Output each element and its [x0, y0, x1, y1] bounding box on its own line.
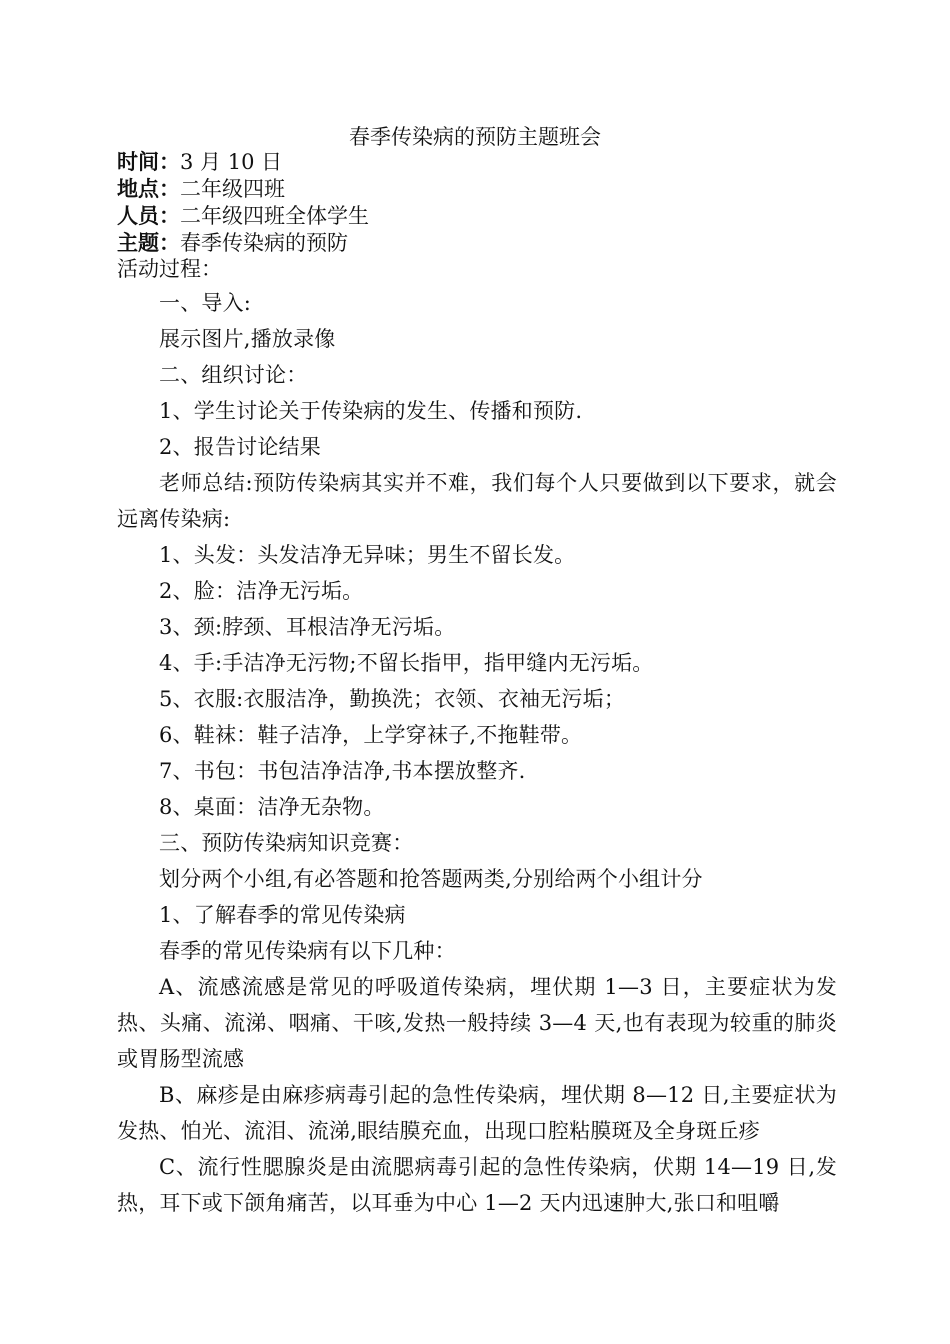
document-title: 春季传染病的预防主题班会	[349, 125, 601, 149]
paragraph: 一、导入:	[159, 291, 252, 315]
time-label: 时间：	[117, 149, 180, 174]
time-value: 3 月 10 日	[180, 150, 283, 174]
topic-row	[117, 229, 369, 256]
paragraph: B、麻疹是由麻疹病毒引起的急性传染病，埋伏期 8—12 日,主要症状为发热、怕光、流泪、流涕,眼结膜充血，出现口腔粘膜斑及全身斑丘疹	[117, 1083, 837, 1143]
participants-label: 人员：	[117, 203, 180, 228]
paragraph: 6、鞋袜：鞋子洁净，上学穿袜子,不拖鞋带。	[159, 723, 583, 747]
paragraph: 展示图片,播放录像	[159, 327, 336, 351]
topic-value: 春季传染病的预防	[180, 231, 348, 255]
paragraph: 3、颈:脖颈、耳根洁净无污垢。	[159, 615, 456, 639]
paragraph: 三、预防传染病知识竞赛：	[159, 831, 414, 855]
participants-value: 二年级四班全体学生	[180, 204, 369, 228]
paragraph: 4、手:手洁净无污物;不留长指甲，指甲缝内无污垢。	[159, 651, 654, 675]
process-label: 活动过程：	[117, 257, 222, 281]
paragraph: 5、衣服:衣服洁净，勤换洗；衣领、衣袖无污垢；	[159, 687, 626, 711]
paragraph: 1、头发：头发洁净无异味；男生不留长发。	[159, 543, 576, 567]
meeting-info	[117, 148, 369, 283]
paragraph: 2、脸：洁净无污垢。	[159, 579, 364, 603]
paragraph: 2、报告讨论结果	[159, 435, 321, 459]
paragraph: C、流行性腮腺炎是由流腮病毒引起的急性传染病，伏期 14—19 日,发热，耳下或下颌角痛苦，以耳垂为中心 1—2 天内迅速肿大,张口和咀嚼	[117, 1155, 837, 1215]
paragraph: A、流感流感是常见的呼吸道传染病，埋伏期 1—3 日，主要症状为发热、头痛、流涕、咽痛、干咳,发热一般持续 3—4 天,也有表现为较重的肺炎或胃肠型流感	[117, 975, 837, 1071]
paragraph: 7、书包：书包洁净洁净,书本摆放整齐.	[159, 759, 526, 783]
paragraph: 8、桌面：洁净无杂物。	[159, 795, 385, 819]
location-value: 二年级四班	[180, 177, 285, 201]
paragraph: 1、学生讨论关于传染病的发生、传播和预防.	[159, 399, 583, 423]
topic-label: 主题：	[117, 230, 180, 255]
paragraph: 春季的常见传染病有以下几种：	[159, 939, 456, 963]
paragraph: 老师总结:预防传染病其实并不难，我们每个人只要做到以下要求，就会远离传染病:	[117, 471, 837, 531]
location-row	[117, 175, 369, 202]
paragraph: 二、组织讨论：	[159, 363, 308, 387]
paragraph: 1、了解春季的常见传染病	[159, 903, 406, 927]
participants-row	[117, 202, 369, 229]
paragraph: 划分两个小组,有必答题和抢答题两类,分别给两个小组计分	[159, 867, 703, 891]
activity-process	[117, 285, 837, 1221]
location-label: 地点：	[117, 176, 180, 201]
time-row	[117, 148, 369, 175]
